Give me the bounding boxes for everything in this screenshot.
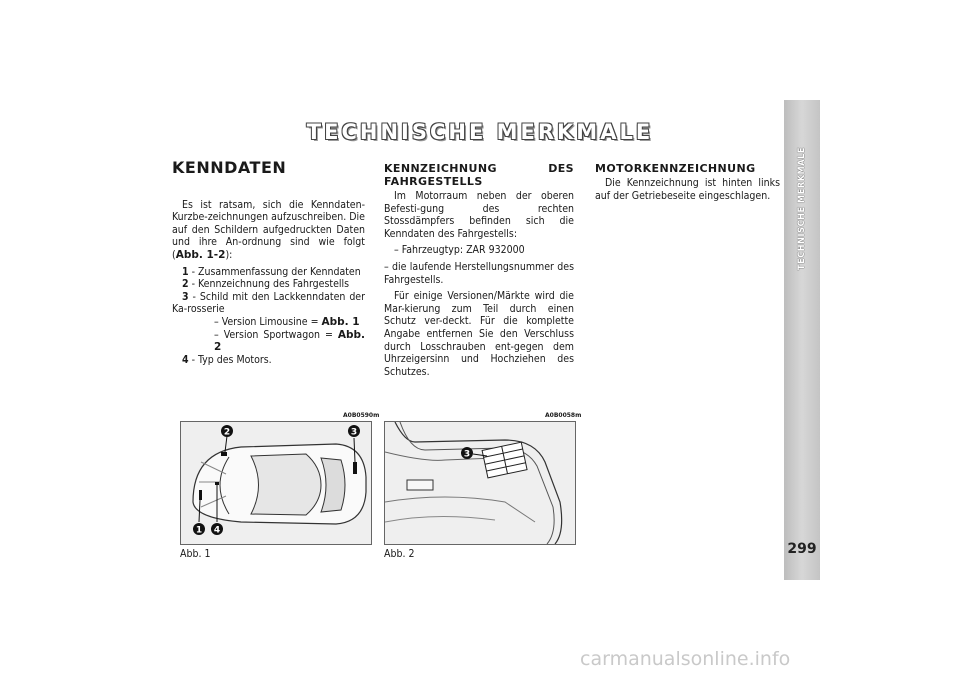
list-item: 3 - Schild mit den Lackkenndaten der Ka-rosserie xyxy=(172,290,366,316)
figure-engine-bay xyxy=(384,421,576,545)
figure-caption: Abb. 2 xyxy=(384,548,415,560)
section-heading-motor: MOTORKENNZEICHNUNG xyxy=(595,162,756,175)
list-item: 1 - Zusammenfassung der Kenndaten xyxy=(182,265,361,278)
section-heading-fahrgestell: KENNZEICHNUNG DES FAHRGESTELLS xyxy=(384,162,574,188)
paragraph: Die Kennzeichnung ist hinten links auf der Getriebeseite eingeschlagen. xyxy=(595,177,780,202)
list-item: 4 - Typ des Motors. xyxy=(182,353,272,366)
callout-label: 4 xyxy=(213,525,221,536)
figure-code: A0B0058m xyxy=(545,412,582,419)
chapter-tab xyxy=(784,100,820,580)
engine-bay-illustration xyxy=(385,422,575,544)
figure-caption: Abb. 1 xyxy=(180,548,211,560)
paragraph: Für einige Versionen/Märkte wird die Mar-kierung zum Teil durch einen Schutz ver-deckt. Für die komplette Angabe entfernen Sie den Verschluss durch Losschrauben ent-gegen dem Uhrzeigersinn und Hochziehen des Schutzes. xyxy=(384,290,574,378)
callout-label: 3 xyxy=(350,427,358,438)
column-motor xyxy=(595,162,780,206)
version-line: – Version Limousine = Abb. 1 xyxy=(214,315,360,328)
column-fahrgestell xyxy=(384,162,574,382)
car-top-view-illustration xyxy=(181,422,371,544)
chapter-tab-title: TECHNISCHE MERKMALE xyxy=(797,147,807,270)
paragraph: Im Motorraum neben der oberen Befesti-gung des rechten Stossdämpfers befinden sich die Kenndaten des Fahrgestells: xyxy=(384,190,574,240)
figure-reference: Abb. 1-2 xyxy=(175,248,226,261)
column-kenndaten xyxy=(172,158,366,366)
figure-car-top-view xyxy=(180,421,372,545)
callout-label: 2 xyxy=(223,427,231,438)
page-number: 299 xyxy=(787,541,817,557)
paragraph: – die laufende Herstellungsnummer des Fahrgestells. xyxy=(384,260,574,286)
watermark-text: carmanualsonline.info xyxy=(580,648,791,670)
section-heading-kenndaten: KENNDATEN xyxy=(172,158,287,177)
intro-paragraph: Es ist ratsam, sich die Kenndaten-Kurzbe-zeichnungen aufzuschreiben. Die auf den Schildern aufgedruckten Daten und ihre An-ordnung sind wie folgt (Abb. 1-2): xyxy=(172,198,365,261)
figure-code: A0B0590m xyxy=(343,412,380,419)
version-line: – Version Sportwagon = Abb. 2 xyxy=(214,328,365,354)
callout-label: 1 xyxy=(195,525,203,536)
callout-label: 3 xyxy=(463,449,471,460)
list-item: 2 - Kennzeichnung des Fahrgestells xyxy=(182,278,350,291)
paragraph: – Fahrzeugtyp: ZAR 932000 xyxy=(394,244,525,257)
chapter-headline: TECHNISCHE MERKMALE xyxy=(306,120,654,144)
